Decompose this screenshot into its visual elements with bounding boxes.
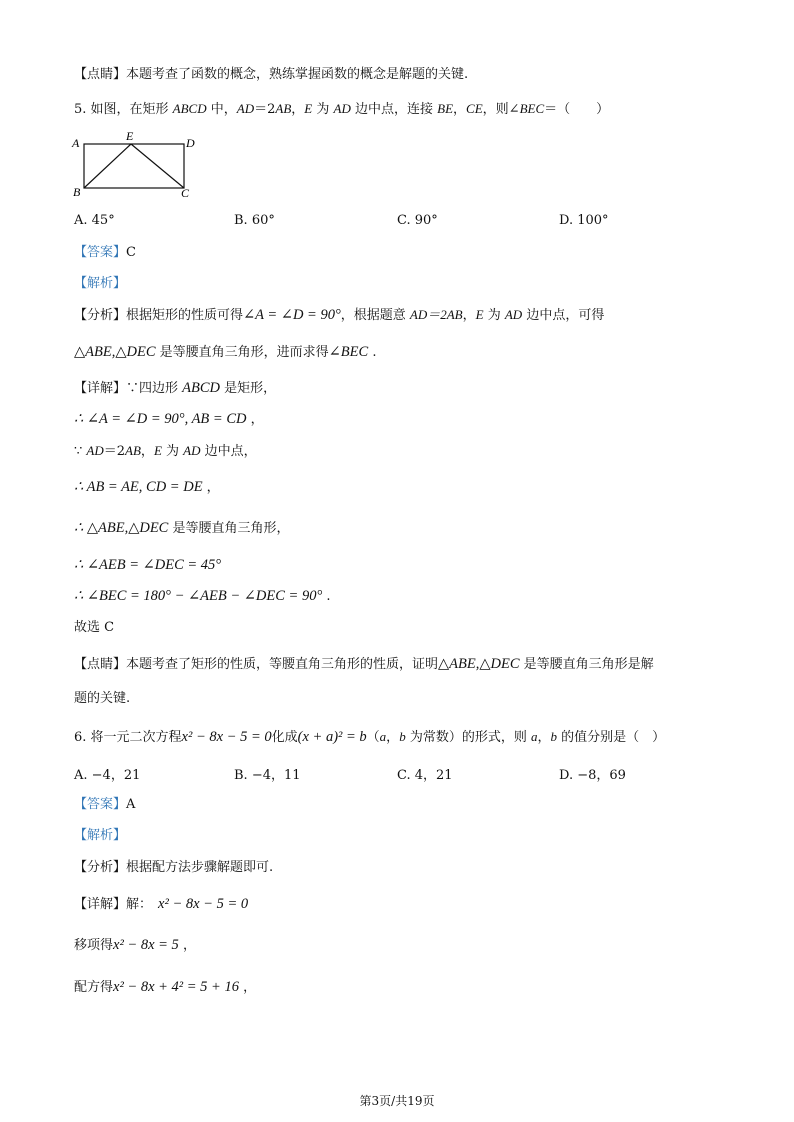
q6-option-c: C. 4，21	[397, 768, 453, 783]
fenxi-math: AD＝2AB	[409, 307, 463, 322]
segment-be	[84, 144, 131, 188]
rectangle-figure	[70, 128, 200, 200]
q5-fenxi-line2	[74, 343, 376, 362]
page-footer: 第3页/共19页	[359, 1094, 435, 1108]
xiangjie-math: x² − 8x = 5	[113, 937, 179, 953]
xiangjie-math: ∴ ∠AEB = ∠DEC = 45°	[74, 557, 222, 573]
q4-dianjing-line	[74, 66, 468, 84]
stem-text: 边中点，连接	[350, 102, 438, 117]
stem-math: ABCD	[172, 101, 207, 116]
label-e: E	[126, 129, 134, 143]
stem-text: 5. 如图，在矩形	[74, 102, 173, 117]
stem-text: 为	[312, 102, 334, 117]
xiangjie-math: ∴ ∠BEC = 180° − ∠AEB − ∠DEC = 90°	[74, 588, 323, 604]
xiangjie-text: 是矩形，	[220, 381, 277, 396]
fenxi-text: 根据配方法步骤解题即可.	[126, 860, 274, 875]
label-d: D	[186, 136, 195, 150]
xiangjie-text: ，	[178, 938, 196, 953]
stem-math: BE	[437, 101, 454, 116]
q5-xiangjie-line8: 故选 C	[74, 620, 115, 635]
q5-dianjing-line1	[74, 655, 654, 674]
xiangjie-math: ∴ ∠A = ∠D = 90°, AB = CD	[74, 411, 247, 427]
stem-text: ，则∠	[482, 102, 520, 117]
xiangjie-text: 是等腰直角三角形，	[168, 521, 290, 536]
q5-option-b: B. 60°	[234, 213, 275, 228]
fenxi-text: 边中点，可得	[522, 308, 605, 323]
dianjing-text: 本题考查了函数的概念，熟练掌握函数的概念是解题的关键.	[126, 67, 469, 82]
q5-xiangjie-line6	[74, 556, 221, 575]
stem-text: ，	[291, 102, 305, 117]
q5-answer	[74, 244, 136, 262]
stem-text: 为常数）的形式，则	[405, 730, 531, 745]
q5-xiangjie-line7	[74, 587, 331, 606]
rectangle-abcd	[84, 144, 184, 188]
q5-stem	[74, 100, 609, 119]
dianjing-text: 是等腰直角三角形是解	[519, 657, 654, 672]
fenxi-math: ∠A = ∠D = 90°	[243, 307, 341, 323]
stem-math: E	[304, 101, 313, 116]
dianjing-tag: 【点睛】	[74, 67, 127, 82]
q5-xiangjie-line3	[74, 442, 257, 461]
dianjing-text: 本题考查了矩形的性质，等腰直角三角形的性质，证明	[126, 657, 439, 672]
xiangjie-text: ∵	[74, 444, 87, 459]
fenxi-text: 是等腰直角三角形，进而求得	[155, 345, 329, 360]
q6-stem	[74, 728, 665, 747]
stem-math: x² − 8x − 5 = 0	[181, 729, 272, 745]
xiangjie-text: .	[322, 589, 331, 604]
stem-math: BEC	[519, 101, 545, 116]
xiangjie-math: ∴ AB = AE, CD = DE	[74, 479, 203, 495]
q5-option-a: A. 45°	[74, 213, 115, 228]
fenxi-text: ，根据题意	[340, 308, 410, 323]
xiangjie-text: ，	[238, 980, 257, 995]
xiangjie-text: 为	[161, 444, 184, 459]
dianjing-tag: 【点睛】	[74, 657, 127, 672]
answer-value: A	[126, 797, 136, 812]
stem-text: 的值分别是（ ）	[556, 730, 666, 745]
q6-option-b: B. −4，11	[234, 768, 301, 783]
q5-xiangjie-line5	[74, 519, 290, 538]
q6-xiangjie-line3	[74, 978, 256, 997]
fenxi-text: .	[368, 345, 377, 360]
stem-math: AD	[236, 101, 255, 116]
xiangjie-text: ，	[202, 480, 220, 495]
stem-text: ，	[386, 730, 400, 745]
xiangjie-math: ∴ △ABE,△DEC	[74, 520, 169, 536]
fenxi-math: E	[475, 307, 484, 322]
xiangjie-math: AD	[86, 443, 104, 458]
fenxi-tag: 【分析】	[74, 308, 127, 323]
q5-xiangjie-line4	[74, 478, 220, 497]
q5-option-d: D. 100°	[559, 213, 609, 228]
xiangjie-tag: 【详解】	[74, 897, 127, 912]
xiangjie-text: 移项得	[74, 938, 114, 953]
xiangjie-math: AD	[183, 443, 201, 458]
xiangjie-text: ，	[140, 444, 154, 459]
xiangjie-text: ，	[246, 412, 264, 427]
stem-math: AD	[333, 101, 351, 116]
xiangjie-math: ABCD	[182, 380, 221, 396]
stem-math: a	[379, 729, 387, 744]
xiangjie-text: 边中点，	[200, 444, 257, 459]
stem-text: 6. 将一元二次方程	[74, 730, 182, 745]
stem-math: a	[530, 729, 538, 744]
q5-xiangjie-line1	[74, 379, 276, 398]
xiangjie-tag: 【详解】	[74, 381, 127, 396]
stem-text: 化成	[271, 730, 298, 745]
stem-text: （	[366, 730, 380, 745]
q5-xiangjie-line2	[74, 410, 264, 429]
xiangjie-text: 解：	[126, 897, 153, 912]
xiangjie-text: 配方得	[74, 980, 114, 995]
fenxi-text: ，	[462, 308, 476, 323]
dianjing-math: △ABE,△DEC	[438, 656, 520, 672]
fenxi-math: AD	[504, 307, 523, 322]
q6-option-a: A. −4，21	[74, 768, 141, 783]
stem-math: (x + a)² = b	[297, 729, 367, 745]
fenxi-math: △ABE,△DEC	[74, 344, 156, 360]
fenxi-text: 根据矩形的性质可得	[126, 308, 244, 323]
answer-tag: 【答案】	[74, 797, 127, 812]
stem-text: 中，	[206, 102, 237, 117]
stem-math: b	[550, 729, 557, 744]
q5-jiexi: 【解析】	[74, 276, 127, 291]
xiangjie-math: AB	[125, 443, 141, 458]
q5-fenxi-line1	[74, 306, 604, 325]
fenxi-text: 为	[483, 308, 505, 323]
q6-fenxi	[74, 859, 273, 877]
q5-option-c: C. 90°	[397, 213, 438, 228]
stem-text: ，	[537, 730, 551, 745]
stem-text: ，	[453, 102, 467, 117]
xiangjie-math: x² − 8x − 5 = 0	[158, 896, 249, 912]
q6-answer	[74, 796, 135, 814]
segment-ce	[131, 144, 184, 188]
q6-xiangjie-line2	[74, 936, 196, 955]
q6-jiexi: 【解析】	[74, 828, 127, 843]
q6-xiangjie-line1	[74, 895, 248, 914]
label-a: A	[72, 136, 80, 150]
answer-tag: 【答案】	[74, 245, 127, 260]
stem-text: ＝2	[254, 102, 276, 117]
xiangjie-text: ＝2	[103, 444, 126, 459]
fenxi-tag: 【分析】	[74, 860, 127, 875]
fenxi-math: ∠BEC	[328, 344, 369, 360]
q6-option-d: D. −8，69	[559, 768, 626, 783]
q5-dianjing-line2: 题的关键.	[74, 691, 131, 706]
stem-math: CE	[466, 101, 483, 116]
stem-text: ＝（ ）	[544, 102, 610, 117]
answer-value: C	[126, 245, 136, 260]
stem-math: b	[399, 729, 406, 744]
xiangjie-text: ∵四边形	[126, 381, 183, 396]
label-c: C	[181, 186, 190, 200]
xiangjie-math: x² − 8x + 4² = 5 + 16	[113, 979, 239, 995]
xiangjie-math: E	[153, 443, 162, 458]
label-b: B	[73, 185, 81, 199]
stem-math: AB	[275, 101, 292, 116]
